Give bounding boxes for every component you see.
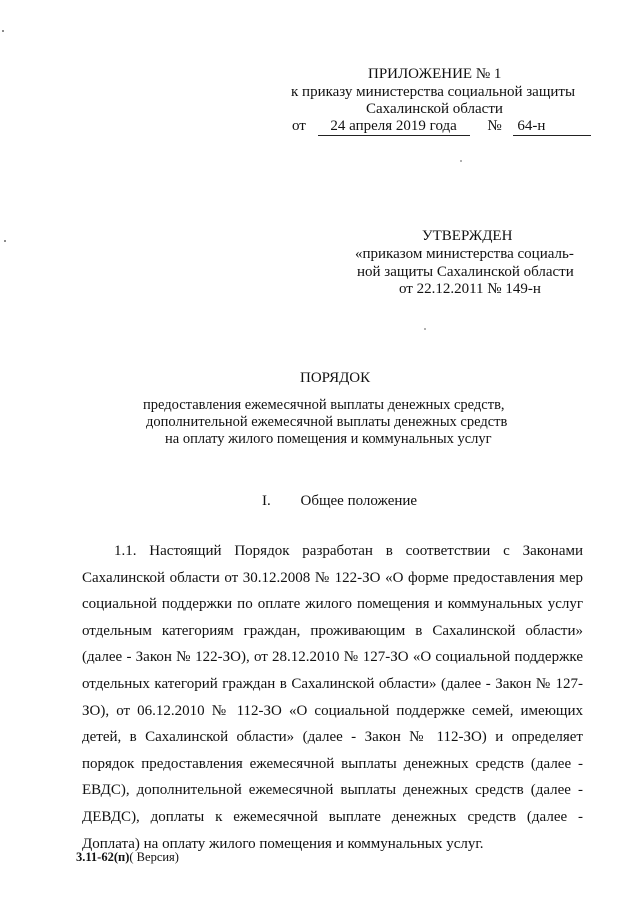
date-prefix: от [292, 118, 306, 134]
paragraph-1-1: 1.1. Настоящий Порядок разработан в соответствии с Законами Сахалинской области от 30.12.2008 № 122-ЗО «О форме предоставления мер социальной поддержки по оплате жилого помещения и коммунальных услуг отдельным категориям граждан, проживающим в Сахалинской области» (далее - Закон № 122-ЗО), от 28.12.2010 № 127-ЗО «О социальной поддержке отдельных категорий граждан в Сахалинской области» (далее - Закон № 127-ЗО), от 06.12.2010 № 112-ЗО «О социальной поддержке семей, имеющих детей, в Сахалинской области» (далее - Закон № 112-ЗО) и определяет порядок предоставления ежемесячной выплаты денежных средств (далее - ЕВДС), дополнительной ежемесячной выплаты денежных средств (далее - ДЕВДС), доплаты к ежемесячной выплате денежных средств (далее - Доплата) на оплату жилого помещения и коммунальных услуг. [82, 543, 583, 852]
date-value: 24 апреля 2019 года [318, 118, 470, 136]
footer-version: ( Версия) [129, 850, 179, 864]
section-title: Общее положение [300, 493, 418, 509]
number-prefix: № [487, 118, 502, 134]
annex-title: ПРИЛОЖЕНИЕ № 1 [368, 66, 502, 82]
approved-line-1: «приказом министерства социаль- [355, 246, 574, 262]
annex-line-2: Сахалинской области [366, 101, 503, 117]
section-number: I. [262, 493, 271, 509]
order-subtitle-2: дополнительной ежемесячной выплаты денежных средств [146, 414, 508, 430]
section-heading [262, 493, 417, 510]
annex-date-row [292, 118, 591, 136]
order-subtitle-3: на оплату жилого помещения и коммунальных услуг [165, 431, 492, 447]
order-subtitle-1: предоставления ежемесячной выплаты денежных средств, [143, 397, 505, 413]
footer-code: 3.11-62(п) [76, 850, 130, 864]
scan-speck [424, 328, 426, 330]
number-value: 64-н [513, 118, 591, 136]
approved-line-2: ной защиты Сахалинской области [357, 264, 574, 280]
approved-title: УТВЕРЖДЕН [422, 228, 513, 244]
order-title: ПОРЯДОК [300, 370, 371, 386]
scan-speck [4, 240, 6, 242]
document-footer [76, 850, 179, 865]
scan-speck [460, 160, 462, 162]
scan-speck [2, 30, 4, 32]
annex-line-1: к приказу министерства социальной защиты [291, 84, 576, 100]
approved-line-3: от 22.12.2011 № 149-н [399, 281, 541, 297]
